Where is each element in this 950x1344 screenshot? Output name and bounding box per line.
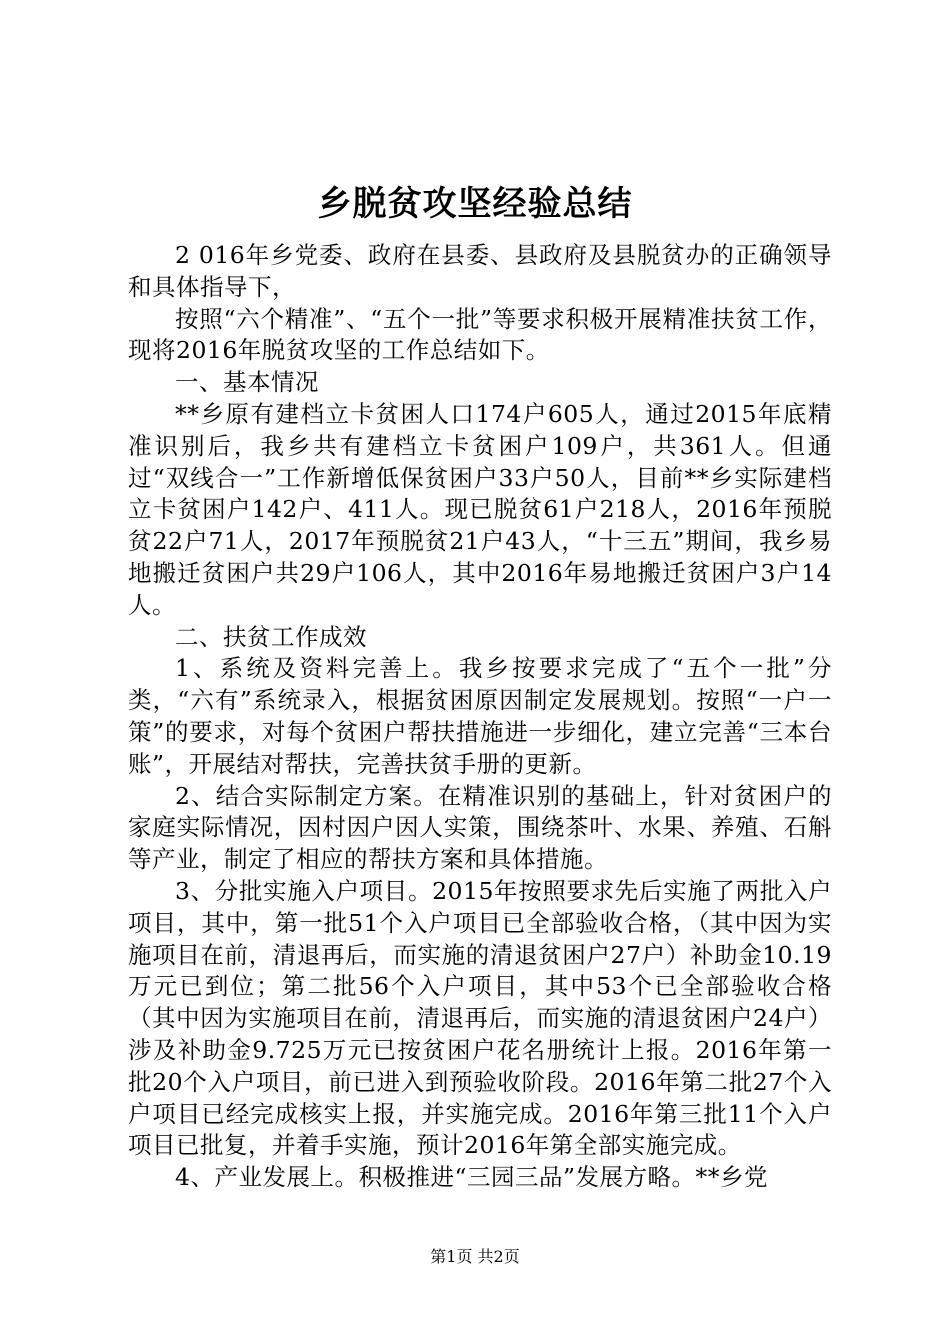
paragraph-result-3: 3、分批实施入户项目。2015年按照要求先后实施了两批入户项目，其中，第一批51个入户项目已全部验收合格，（其中因为实施项目在前，清退再后，而实施的清退贫困户27户）补助金10.19万元已到位；第二批56个入户项目，其中53个已全部验收合格（其中因为实施项目在前，清退再后，而实施的清退贫困户24户）涉及补助金9.725万元已按贫困户花名册统计上报。2016年第一批20个入户项目，前已进入到预验收阶段。2016年第二批27个入户项目已经完成核实上报，并实施完成。2016年第三批11个入户项目已批复，并着手实施，预计2016年第全部实施完成。 bbox=[128, 876, 832, 1160]
paragraph-result-1: 1、系统及资料完善上。我乡按要求完成了“五个一批”分类，“六有”系统录入，根据贫困原因制定发展规划。按照“一户一策”的要求，对每个贫困户帮扶措施进一步细化，建立完善“三本台账”，开展结对帮扶，完善扶贫手册的更新。 bbox=[128, 654, 832, 778]
section-heading-results: 二、扶贫工作成效 bbox=[175, 622, 367, 651]
paragraph-intro-1: 2 016年乡党委、政府在县委、县政府及县脱贫办的正确领导和具体指导下， bbox=[128, 241, 832, 301]
page-footer: 第1页 共2页 bbox=[430, 1247, 520, 1266]
document-body bbox=[128, 240, 832, 1194]
paragraph-result-4: 4、产业发展上。积极推进“三园三品”发展方略。**乡党 bbox=[175, 1163, 768, 1192]
section-heading-basic-situation: 一、基本情况 bbox=[175, 368, 319, 397]
paragraph-result-2: 2、结合实际制定方案。在精准识别的基础上，针对贫困户的家庭实际情况，因村因户因人实策，围绕茶叶、水果、养殖、石斛等产业，制定了相应的帮扶方案和具体措施。 bbox=[128, 781, 832, 874]
document-title: 乡脱贫攻坚经验总结 bbox=[317, 184, 633, 224]
paragraph-basic-situation: **乡原有建档立卡贫困人口174户605人，通过2015年底精准识别后，我乡共有建档立卡贫困户109户，共361人。但通过“双线合一”工作新增低保贫困户33户50人，目前**乡实际建档立卡贫困户142户、411人。现已脱贫61户218人，2016年预脱贫22户71人，2017年预脱贫21户43人，“十三五”期间，我乡易地搬迁贫困户共29户106人，其中2016年易地搬迁贫困户3户14人。 bbox=[128, 399, 832, 619]
paragraph-intro-2: 按照“六个精准”、“五个一批”等要求积极开展精准扶贫工作，现将2016年脱贫攻坚的工作总结如下。 bbox=[128, 304, 832, 365]
